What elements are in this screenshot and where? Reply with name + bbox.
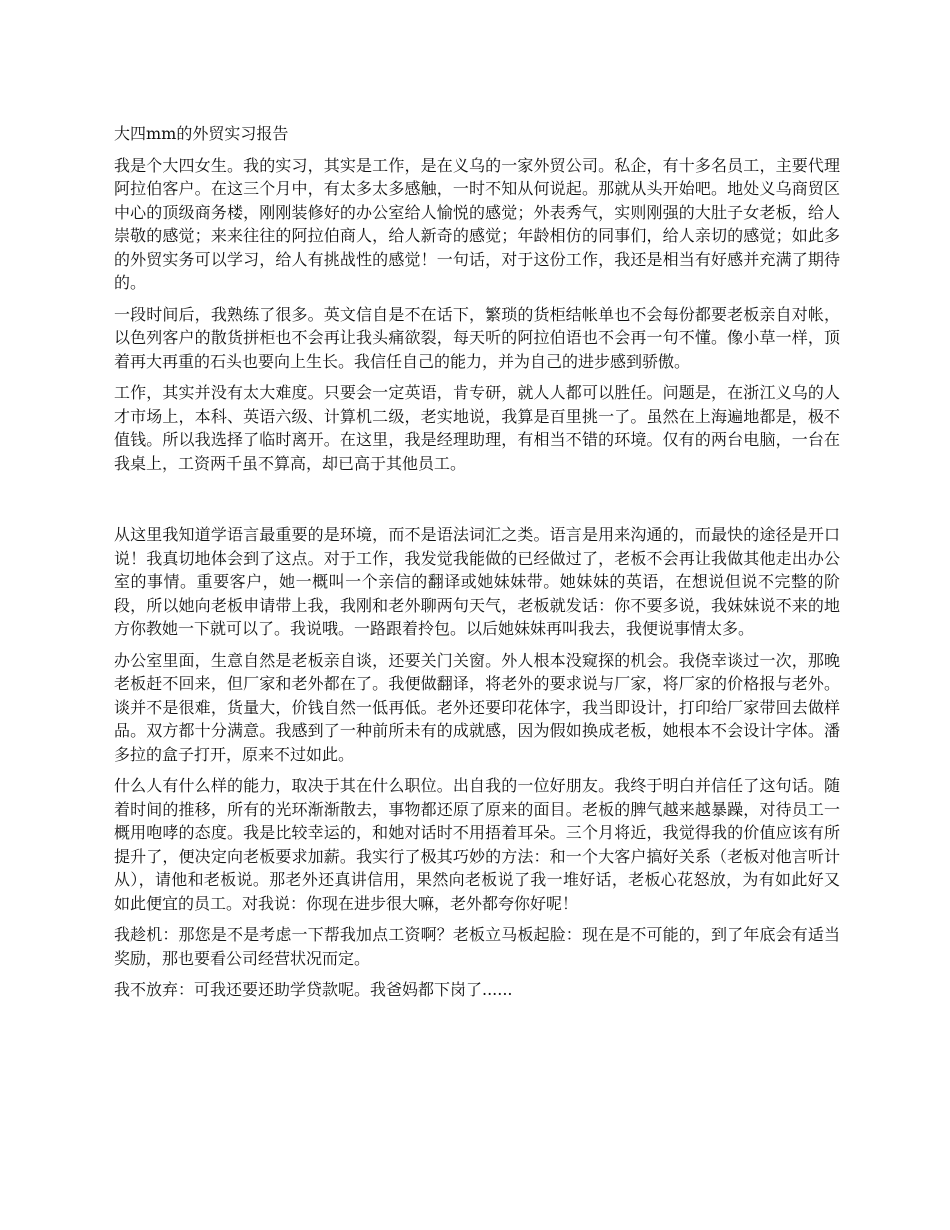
paragraph: 一段时间后，我熟练了很多。英文信自是不在话下，繁琐的货柜结帐单也不会每份都要老板亲自对帐，以色列客户的散货拼柜也不会再让我头痛欲裂，每天听的阿拉伯语也不会再一句不懂。像小草一样，顶着再大再重的石头也要向上生长。我信任自己的能力，并为自己的进步感到骄傲。: [114, 304, 840, 371]
document-title: 大四mm的外贸实习报告: [114, 124, 289, 143]
paragraph: 什么人有什么样的能力，取决于其在什么职位。出自我的一位好朋友。我终于明白并信任了这句话。随着时间的推移，所有的光环渐渐散去，事物都还原了原来的面目。老板的脾气越来越暴躁，对待员工一概用咆哮的态度。我是比较幸运的，和她对话时不用捂着耳朵。三个月将近，我觉得我的价值应该有所提升了，便决定向老板要求加薪。我实行了极其巧妙的方法：和一个大客户搞好关系（老板对他言听计从），请他和老板说。那老外还真讲信用，果然向老板说了我一堆好话，老板心花怒放，为有如此好又如此便宜的员工。对我说：你现在进步很大嘛，老外都夸你好呢！: [114, 776, 840, 913]
paragraph: 我不放弃：可我还要还助学贷款呢。我爸妈都下岗了......: [114, 980, 513, 999]
paragraph: 从这里我知道学语言最重要的是环境，而不是语法词汇之类。语言是用来沟通的，而最快的途径是开口说！我真切地体会到了这点。对于工作，我发觉我能做的已经做过了，老板不会再让我做其他走出办公室的事情。重要客户，她一概叫一个亲信的翻译或她妹妹带。她妹妹的英语，在想说但说不完整的阶段，所以她向老板申请带上我，我刚和老外聊两句天气，老板就发话：你不要多说，我妹妹说不来的地方你教她一下就可以了。我说哦。一路跟着拎包。以后她妹妹再叫我去，我便说事情太多。: [114, 525, 840, 638]
paragraph: 办公室里面，生意自然是老板亲自谈，还要关门关窗。外人根本没窥探的机会。我侥幸谈过一次，那晚老板赶不回来，但厂家和老外都在了。我便做翻译，将老外的要求说与厂家，将厂家的价格报与老外。谈并不是很难，货量大，价钱自然一低再低。老外还要印花体字，我当即设计，打印给厂家带回去做样品。双方都十分满意。我感到了一种前所未有的成就感，因为假如换成老板，她根本不会设计字体。潘多拉的盒子打开，原来不过如此。: [114, 650, 840, 764]
paragraph: 我趁机：那您是不是考虑一下帮我加点工资啊？老板立马板起脸：现在是不可能的，到了年底会有适当奖励，那也要看公司经营状况而定。: [114, 925, 840, 968]
paragraph: 我是个大四女生。我的实习，其实是工作，是在义乌的一家外贸公司。私企，有十多名员工，主要代理阿拉伯客户。在这三个月中，有太多太多感触，一时不知从何说起。那就从头开始吧。地处义乌商贸区中心的顶级商务楼，刚刚装修好的办公室给人愉悦的感觉；外表秀气，实则刚强的大肚子女老板，给人崇敬的感觉；来来往往的阿拉伯商人，给人新奇的感觉；年龄相仿的同事们，给人亲切的感觉；如此多的外贸实务可以学习，给人有挑战性的感觉！一句话，对于这份工作，我还是相当有好感并充满了期待的。: [114, 155, 840, 292]
paragraph: 工作，其实并没有太大难度。只要会一定英语，肯专研，就人人都可以胜任。问题是，在浙江义乌的人才市场上，本科、英语六级、计算机二级，老实地说，我算是百里挑一了。虽然在上海遍地都是，极不值钱。所以我选择了临时离开。在这里，我是经理助理，有相当不错的环境。仅有的两台电脑，一台在我桌上，工资两千虽不算高，却已高于其他员工。: [114, 383, 840, 473]
section-spacer: [114, 483, 840, 523]
document-body: [114, 122, 840, 1010]
